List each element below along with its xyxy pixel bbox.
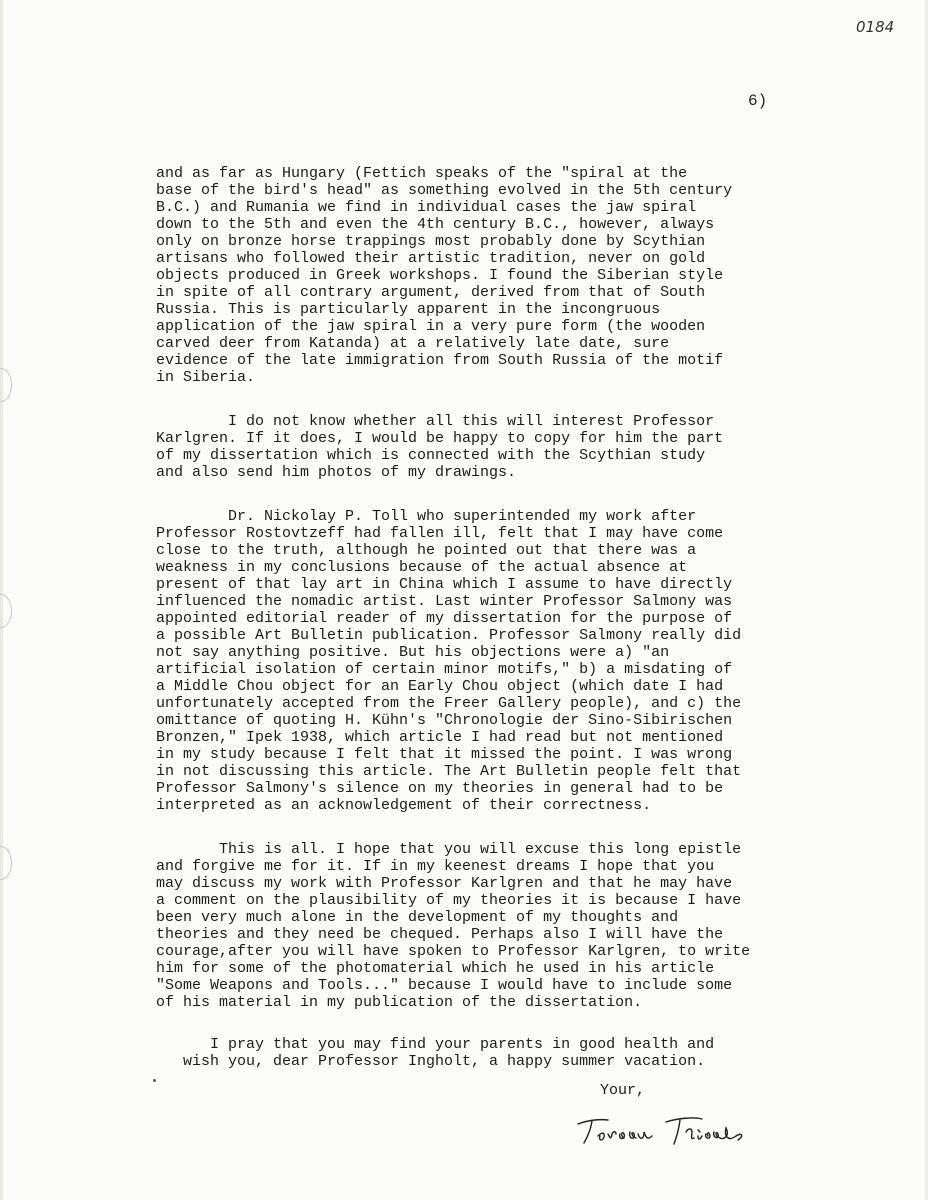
body-line: Russia. This is particularly apparent in the incongruous	[156, 301, 661, 318]
body-line: and forgive me for it. If in my keenest dreams I hope that you	[156, 858, 715, 875]
body-line: wish you, dear Professor Ingholt, a happy summer vacation.	[156, 1053, 706, 1070]
body-line: appointed editorial reader of my dissertation for the purpose of	[156, 610, 733, 627]
closing: Your,	[600, 1082, 646, 1099]
signature	[574, 1110, 754, 1154]
body-line: of his material in my publication of the dissertation.	[156, 994, 643, 1011]
body-line: base of the bird's head" as something evolved in the 5th century	[156, 182, 733, 199]
body-line: artisans who followed their artistic tradition, never on gold	[156, 250, 706, 267]
body-line: B.C.) and Rumania we find in individual cases the jaw spiral	[156, 199, 697, 216]
body-line: theories and they need be chequed. Perhaps also I will have the	[156, 926, 724, 943]
body-line: a Middle Chou object for an Early Chou object (which date I had	[156, 678, 724, 695]
body-line: interpreted as an acknowledgement of their correctness.	[156, 797, 652, 814]
body-line: a comment on the plausibility of my theories it is because I have	[156, 892, 742, 909]
body-line: application of the jaw spiral in a very pure form (the wooden	[156, 318, 706, 335]
body-line: I pray that you may find your parents in good health and	[156, 1036, 715, 1053]
body-line: and as far as Hungary (Fettich speaks of the "spiral at the	[156, 165, 688, 182]
body-line: down to the 5th and even the 4th century B.C., however, always	[156, 216, 715, 233]
body-line: a possible Art Bulletin publication. Professor Salmony really did	[156, 627, 742, 644]
body-line: courage,after you will have spoken to Professor Karlgren, to write	[156, 943, 751, 960]
body-line: in my study because I felt that it missed the point. I was wrong	[156, 746, 733, 763]
archive-number: 0184	[856, 18, 895, 36]
body-line: Dr. Nickolay P. Toll who superintended my work after	[156, 508, 697, 525]
body-line: weakness in my conclusions because of the actual absence at	[156, 559, 688, 576]
body-line: unfortunately accepted from the Freer Gallery people), and c) the	[156, 695, 742, 712]
body-line: objects produced in Greek workshops. I found the Siberian style	[156, 267, 724, 284]
page-number: 6)	[748, 92, 768, 110]
body-line: in not discussing this article. The Art Bulletin people felt that	[156, 763, 742, 780]
body-line: Professor Rostovtzeff had fallen ill, felt that I may have come	[156, 525, 724, 542]
body-line: Professor Salmony's silence on my theories in general had to be	[156, 780, 724, 797]
body-line: Karlgren. If it does, I would be happy to copy for him the part	[156, 430, 724, 447]
body-line: been very much alone in the development of my thoughts and	[156, 909, 679, 926]
body-line: omittance of quoting H. Kühn's "Chronologie der Sino-Sibirischen	[156, 712, 733, 729]
body-line: carved deer from Katanda) at a relatively late date, sure	[156, 335, 670, 352]
body-line: evidence of the late immigration from South Russia of the motif	[156, 352, 724, 369]
body-line: in Siberia.	[156, 369, 256, 386]
body-line: This is all. I hope that you will excuse this long epistle	[156, 841, 742, 858]
body-line: present of that lay art in China which I assume to have directly	[156, 576, 733, 593]
ink-dot	[153, 1079, 156, 1082]
body-line: Bronzen," Ipek 1938, which article I had read but not mentioned	[156, 729, 724, 746]
body-line: artificial isolation of certain minor motifs," b) a misdating of	[156, 661, 733, 678]
body-line: I do not know whether all this will interest Professor	[156, 413, 715, 430]
body-line: him for some of the photomaterial which he used in his article	[156, 960, 715, 977]
body-line: not say anything positive. But his objections were a) "an	[156, 644, 670, 661]
body-line: and also send him photos of my drawings.	[156, 464, 517, 481]
body-line: only on bronze horse trappings most probably done by Scythian	[156, 233, 706, 250]
body-line: of my dissertation which is connected with the Scythian study	[156, 447, 706, 464]
body-line: may discuss my work with Professor Karlgren and that he may have	[156, 875, 733, 892]
body-line: close to the truth, although he pointed out that there was a	[156, 542, 697, 559]
body-line: "Some Weapons and Tools..." because I would have to include some	[156, 977, 733, 994]
body-line: influenced the nomadic artist. Last winter Professor Salmony was	[156, 593, 733, 610]
body-line: in spite of all contrary argument, derived from that of South	[156, 284, 706, 301]
